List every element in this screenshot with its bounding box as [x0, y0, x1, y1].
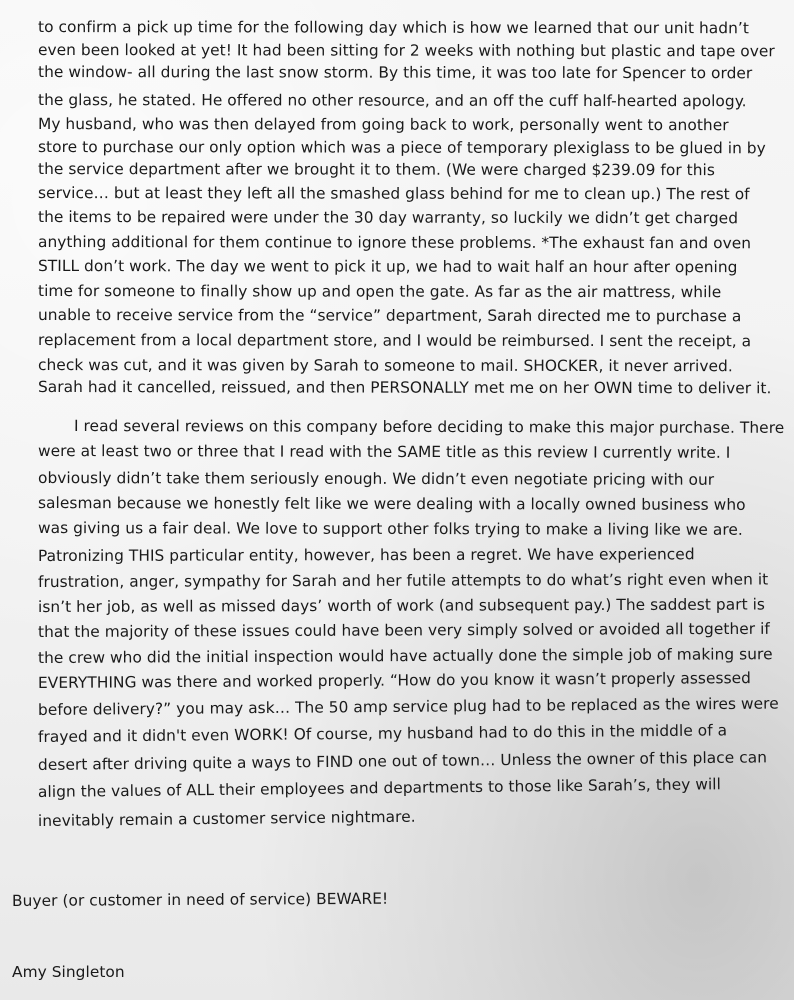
- signature: Amy Singleton: [12, 963, 125, 981]
- text-line: the items to be repaired were under the 30 day warranty, so luckily we didn’t get charged: [37, 208, 739, 228]
- text-line: EVERYTHING was there and worked properly. “How do you know it wasn’t properly assessed: [37, 669, 752, 692]
- text-line: before delivery?” you may ask… The 50 amp service plug had to be replaced as the wires were: [37, 694, 779, 719]
- text-line: time for someone to finally show up and open the gate. As far as the air mattress, while: [37, 282, 722, 302]
- text-line: the crew who did the initial inspection would have actually done the simple job of making sure: [37, 645, 773, 667]
- text-line: the glass, he stated. He offered no other resource, and an off the cuff half-hearted apology.: [37, 91, 747, 111]
- text-line: frayed and it didn't even WORK! Of course, my husband had to do this in the middle of a: [37, 721, 728, 746]
- text-line: the service department after we brought it to them. (We were charged $239.09 for this: [37, 160, 715, 180]
- text-line: Patronizing THIS particular entity, however, has been a regret. We have experienced: [37, 545, 695, 565]
- text-line: the window- all during the last snow storm. By this time, it was too late for Spencer to order: [37, 63, 753, 83]
- text-line: even been looked at yet! It had been sitting for 2 weeks with nothing but plastic and tape over: [37, 41, 775, 61]
- text-line: service… but at least they left all the smashed glass behind for me to clean up.) The rest of: [37, 184, 750, 204]
- text-line: I read several reviews on this company before deciding to make this major purchase. There: [73, 417, 785, 437]
- text-line: My husband, who was then delayed from going back to work, personally went to another: [37, 115, 729, 135]
- text-line: salesman because we honestly felt like we were dealing with a locally owned business who: [37, 494, 746, 514]
- text-line: check was cut, and it was given by Sarah to someone to mail. SHOCKER, it never arrived.: [37, 356, 733, 376]
- text-line: unable to receive service from the “service” department, Sarah directed me to purchase a: [37, 306, 742, 326]
- text-line: replacement from a local department store, and I would be reimbursed. I sent the receipt, a: [37, 331, 752, 351]
- text-line: were at least two or three that I read with the SAME title as this review I currently write. I: [37, 442, 731, 462]
- text-line: STILL don’t work. The day we went to pick it up, we had to wait half an hour after opening: [37, 257, 738, 277]
- text-line: store to purchase our only option which was a piece of temporary plexiglass to be glued in by: [37, 138, 766, 158]
- text-line: Sarah had it cancelled, reissued, and then PERSONALLY met me on her OWN time to deliver it.: [37, 378, 772, 398]
- closing-line: Buyer (or customer in need of service) BEWARE!: [11, 889, 389, 910]
- text-line: frustration, anger, sympathy for Sarah and her futile attempts to do what’s right even when it: [37, 570, 769, 591]
- text-line: desert after driving quite a ways to FIND one out of town… Unless the owner of this place can: [37, 748, 768, 774]
- text-line: that the majority of these issues could have been very simply solved or avoided all together if: [37, 619, 770, 641]
- text-line: isn’t her job, as well as missed days’ worth of work (and subsequent pay.) The saddest part is: [37, 595, 766, 616]
- text-line: was giving us a fair deal. We love to support other folks trying to make a living like we are.: [37, 519, 743, 539]
- text-line: to confirm a pick up time for the following day which is how we learned that our unit hadn’t: [37, 18, 749, 38]
- text-line: align the values of ALL their employees and departments to those like Sarah’s, they will: [37, 775, 721, 801]
- text-line: anything additional for them continue to ignore these problems. *The exhaust fan and oven: [37, 233, 752, 253]
- text-line: inevitably remain a customer service nightmare.: [37, 807, 416, 830]
- text-line: obviously didn’t take them seriously enough. We didn’t even negotiate pricing with our: [37, 469, 715, 489]
